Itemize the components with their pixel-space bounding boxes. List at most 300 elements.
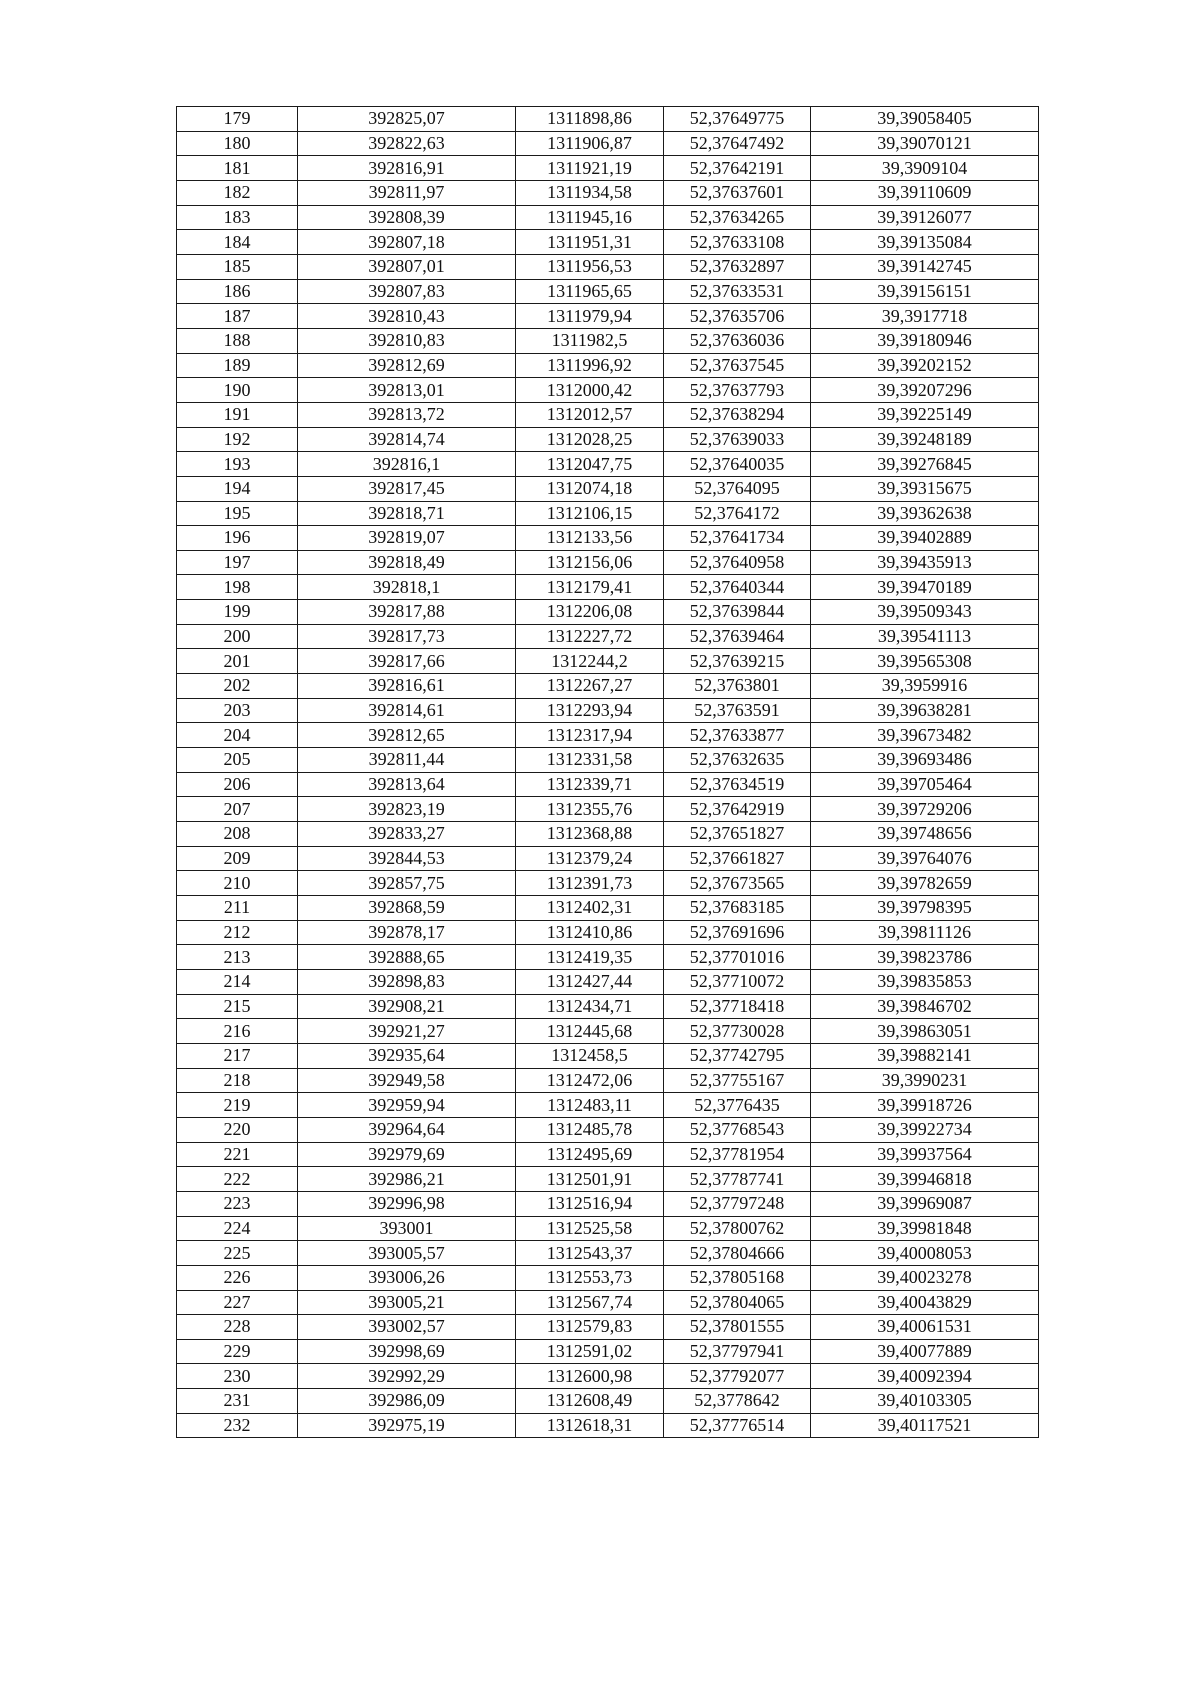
point-number-cell: 197 xyxy=(177,550,298,575)
latitude-cell: 52,3764095 xyxy=(664,476,811,501)
y-coordinate-cell: 1312355,76 xyxy=(516,797,664,822)
latitude-cell: 52,37642191 xyxy=(664,156,811,181)
table-row xyxy=(177,674,1039,699)
y-coordinate-cell: 1311956,53 xyxy=(516,254,664,279)
point-number-cell: 210 xyxy=(177,871,298,896)
latitude-cell: 52,37805168 xyxy=(664,1265,811,1290)
table-row xyxy=(177,402,1039,427)
table-row xyxy=(177,969,1039,994)
x-coordinate-cell: 392986,21 xyxy=(298,1167,516,1192)
latitude-cell: 52,37637793 xyxy=(664,378,811,403)
x-coordinate-cell: 392975,19 xyxy=(298,1413,516,1438)
x-coordinate-cell: 392959,94 xyxy=(298,1093,516,1118)
point-number-cell: 206 xyxy=(177,772,298,797)
latitude-cell: 52,37801555 xyxy=(664,1315,811,1340)
latitude-cell: 52,37639844 xyxy=(664,600,811,625)
x-coordinate-cell: 392813,01 xyxy=(298,378,516,403)
table-row xyxy=(177,600,1039,625)
x-coordinate-cell: 392807,83 xyxy=(298,279,516,304)
table-row xyxy=(177,748,1039,773)
table-row xyxy=(177,1167,1039,1192)
longitude-cell: 39,39225149 xyxy=(811,402,1039,427)
x-coordinate-cell: 392825,07 xyxy=(298,107,516,132)
latitude-cell: 52,37633531 xyxy=(664,279,811,304)
x-coordinate-cell: 392813,72 xyxy=(298,402,516,427)
x-coordinate-cell: 392816,91 xyxy=(298,156,516,181)
latitude-cell: 52,37787741 xyxy=(664,1167,811,1192)
table-row xyxy=(177,772,1039,797)
point-number-cell: 217 xyxy=(177,1043,298,1068)
point-number-cell: 194 xyxy=(177,476,298,501)
point-number-cell: 185 xyxy=(177,254,298,279)
longitude-cell: 39,39846702 xyxy=(811,994,1039,1019)
latitude-cell: 52,37792077 xyxy=(664,1364,811,1389)
table-row xyxy=(177,994,1039,1019)
longitude-cell: 39,39180946 xyxy=(811,328,1039,353)
latitude-cell: 52,3776435 xyxy=(664,1093,811,1118)
latitude-cell: 52,37639464 xyxy=(664,624,811,649)
table-row xyxy=(177,1093,1039,1118)
y-coordinate-cell: 1312591,02 xyxy=(516,1339,664,1364)
x-coordinate-cell: 392964,64 xyxy=(298,1117,516,1142)
table-row xyxy=(177,304,1039,329)
table-row xyxy=(177,1265,1039,1290)
latitude-cell: 52,37683185 xyxy=(664,896,811,921)
table-row xyxy=(177,353,1039,378)
point-number-cell: 214 xyxy=(177,969,298,994)
x-coordinate-cell: 392814,61 xyxy=(298,698,516,723)
x-coordinate-cell: 392808,39 xyxy=(298,205,516,230)
table-row xyxy=(177,1315,1039,1340)
longitude-cell: 39,3990231 xyxy=(811,1068,1039,1093)
latitude-cell: 52,37649775 xyxy=(664,107,811,132)
y-coordinate-cell: 1312485,78 xyxy=(516,1117,664,1142)
latitude-cell: 52,37776514 xyxy=(664,1413,811,1438)
latitude-cell: 52,37701016 xyxy=(664,945,811,970)
y-coordinate-cell: 1312445,68 xyxy=(516,1019,664,1044)
table-row xyxy=(177,945,1039,970)
x-coordinate-cell: 393006,26 xyxy=(298,1265,516,1290)
table-row xyxy=(177,723,1039,748)
longitude-cell: 39,39070121 xyxy=(811,131,1039,156)
y-coordinate-cell: 1312227,72 xyxy=(516,624,664,649)
point-number-cell: 204 xyxy=(177,723,298,748)
y-coordinate-cell: 1312012,57 xyxy=(516,402,664,427)
longitude-cell: 39,39729206 xyxy=(811,797,1039,822)
latitude-cell: 52,37718418 xyxy=(664,994,811,1019)
x-coordinate-cell: 392888,65 xyxy=(298,945,516,970)
point-number-cell: 227 xyxy=(177,1290,298,1315)
x-coordinate-cell: 392818,1 xyxy=(298,575,516,600)
point-number-cell: 190 xyxy=(177,378,298,403)
x-coordinate-cell: 392817,66 xyxy=(298,649,516,674)
point-number-cell: 180 xyxy=(177,131,298,156)
point-number-cell: 221 xyxy=(177,1142,298,1167)
table-row xyxy=(177,1216,1039,1241)
x-coordinate-cell: 392810,83 xyxy=(298,328,516,353)
longitude-cell: 39,39435913 xyxy=(811,550,1039,575)
y-coordinate-cell: 1311921,19 xyxy=(516,156,664,181)
point-number-cell: 216 xyxy=(177,1019,298,1044)
x-coordinate-cell: 392833,27 xyxy=(298,822,516,847)
latitude-cell: 52,37730028 xyxy=(664,1019,811,1044)
y-coordinate-cell: 1312525,58 xyxy=(516,1216,664,1241)
y-coordinate-cell: 1311996,92 xyxy=(516,353,664,378)
longitude-cell: 39,39782659 xyxy=(811,871,1039,896)
latitude-cell: 52,37797248 xyxy=(664,1191,811,1216)
y-coordinate-cell: 1312608,49 xyxy=(516,1389,664,1414)
x-coordinate-cell: 392979,69 xyxy=(298,1142,516,1167)
point-number-cell: 207 xyxy=(177,797,298,822)
latitude-cell: 52,37641734 xyxy=(664,526,811,551)
y-coordinate-cell: 1311982,5 xyxy=(516,328,664,353)
table-row xyxy=(177,131,1039,156)
latitude-cell: 52,3778642 xyxy=(664,1389,811,1414)
x-coordinate-cell: 392986,09 xyxy=(298,1389,516,1414)
point-number-cell: 202 xyxy=(177,674,298,699)
longitude-cell: 39,39362638 xyxy=(811,501,1039,526)
x-coordinate-cell: 392908,21 xyxy=(298,994,516,1019)
y-coordinate-cell: 1312379,24 xyxy=(516,846,664,871)
y-coordinate-cell: 1312133,56 xyxy=(516,526,664,551)
longitude-cell: 39,40092394 xyxy=(811,1364,1039,1389)
x-coordinate-cell: 392817,73 xyxy=(298,624,516,649)
y-coordinate-cell: 1312434,71 xyxy=(516,994,664,1019)
longitude-cell: 39,39135084 xyxy=(811,230,1039,255)
y-coordinate-cell: 1311934,58 xyxy=(516,180,664,205)
x-coordinate-cell: 392823,19 xyxy=(298,797,516,822)
latitude-cell: 52,37710072 xyxy=(664,969,811,994)
y-coordinate-cell: 1312244,2 xyxy=(516,649,664,674)
point-number-cell: 224 xyxy=(177,1216,298,1241)
y-coordinate-cell: 1311898,86 xyxy=(516,107,664,132)
table-row xyxy=(177,205,1039,230)
table-row xyxy=(177,1364,1039,1389)
table-row xyxy=(177,230,1039,255)
table-row xyxy=(177,896,1039,921)
table-row xyxy=(177,180,1039,205)
table-body xyxy=(177,107,1039,1438)
table-row xyxy=(177,328,1039,353)
x-coordinate-cell: 392817,88 xyxy=(298,600,516,625)
y-coordinate-cell: 1312368,88 xyxy=(516,822,664,847)
y-coordinate-cell: 1312028,25 xyxy=(516,427,664,452)
x-coordinate-cell: 392818,71 xyxy=(298,501,516,526)
longitude-cell: 39,40043829 xyxy=(811,1290,1039,1315)
x-coordinate-cell: 392992,29 xyxy=(298,1364,516,1389)
latitude-cell: 52,37691696 xyxy=(664,920,811,945)
longitude-cell: 39,39764076 xyxy=(811,846,1039,871)
latitude-cell: 52,37640958 xyxy=(664,550,811,575)
longitude-cell: 39,39673482 xyxy=(811,723,1039,748)
point-number-cell: 220 xyxy=(177,1117,298,1142)
latitude-cell: 52,37638294 xyxy=(664,402,811,427)
table-row xyxy=(177,526,1039,551)
y-coordinate-cell: 1312495,69 xyxy=(516,1142,664,1167)
point-number-cell: 181 xyxy=(177,156,298,181)
x-coordinate-cell: 392814,74 xyxy=(298,427,516,452)
x-coordinate-cell: 393005,21 xyxy=(298,1290,516,1315)
point-number-cell: 188 xyxy=(177,328,298,353)
table-row xyxy=(177,871,1039,896)
latitude-cell: 52,37639033 xyxy=(664,427,811,452)
table-row xyxy=(177,1019,1039,1044)
longitude-cell: 39,39981848 xyxy=(811,1216,1039,1241)
point-number-cell: 205 xyxy=(177,748,298,773)
longitude-cell: 39,3909104 xyxy=(811,156,1039,181)
longitude-cell: 39,39202152 xyxy=(811,353,1039,378)
y-coordinate-cell: 1312600,98 xyxy=(516,1364,664,1389)
x-coordinate-cell: 392921,27 xyxy=(298,1019,516,1044)
point-number-cell: 182 xyxy=(177,180,298,205)
y-coordinate-cell: 1312267,27 xyxy=(516,674,664,699)
point-number-cell: 195 xyxy=(177,501,298,526)
table-row xyxy=(177,107,1039,132)
y-coordinate-cell: 1312419,35 xyxy=(516,945,664,970)
latitude-cell: 52,37632897 xyxy=(664,254,811,279)
longitude-cell: 39,3917718 xyxy=(811,304,1039,329)
latitude-cell: 52,37632635 xyxy=(664,748,811,773)
point-number-cell: 200 xyxy=(177,624,298,649)
y-coordinate-cell: 1311951,31 xyxy=(516,230,664,255)
table-row xyxy=(177,427,1039,452)
table-row xyxy=(177,797,1039,822)
point-number-cell: 192 xyxy=(177,427,298,452)
table-row xyxy=(177,575,1039,600)
y-coordinate-cell: 1312543,37 xyxy=(516,1241,664,1266)
longitude-cell: 39,39705464 xyxy=(811,772,1039,797)
point-number-cell: 186 xyxy=(177,279,298,304)
table-row xyxy=(177,649,1039,674)
latitude-cell: 52,37634519 xyxy=(664,772,811,797)
y-coordinate-cell: 1311979,94 xyxy=(516,304,664,329)
point-number-cell: 230 xyxy=(177,1364,298,1389)
y-coordinate-cell: 1312402,31 xyxy=(516,896,664,921)
y-coordinate-cell: 1312458,5 xyxy=(516,1043,664,1068)
longitude-cell: 39,39835853 xyxy=(811,969,1039,994)
point-number-cell: 213 xyxy=(177,945,298,970)
latitude-cell: 52,37800762 xyxy=(664,1216,811,1241)
y-coordinate-cell: 1312516,94 xyxy=(516,1191,664,1216)
longitude-cell: 39,39565308 xyxy=(811,649,1039,674)
point-number-cell: 201 xyxy=(177,649,298,674)
y-coordinate-cell: 1312567,74 xyxy=(516,1290,664,1315)
table-row xyxy=(177,1339,1039,1364)
y-coordinate-cell: 1312339,71 xyxy=(516,772,664,797)
latitude-cell: 52,37634265 xyxy=(664,205,811,230)
x-coordinate-cell: 392807,01 xyxy=(298,254,516,279)
x-coordinate-cell: 392868,59 xyxy=(298,896,516,921)
x-coordinate-cell: 392898,83 xyxy=(298,969,516,994)
point-number-cell: 218 xyxy=(177,1068,298,1093)
y-coordinate-cell: 1312331,58 xyxy=(516,748,664,773)
table-row xyxy=(177,452,1039,477)
longitude-cell: 39,39156151 xyxy=(811,279,1039,304)
x-coordinate-cell: 392819,07 xyxy=(298,526,516,551)
point-number-cell: 199 xyxy=(177,600,298,625)
latitude-cell: 52,37804666 xyxy=(664,1241,811,1266)
x-coordinate-cell: 392998,69 xyxy=(298,1339,516,1364)
latitude-cell: 52,37673565 xyxy=(664,871,811,896)
x-coordinate-cell: 392810,43 xyxy=(298,304,516,329)
y-coordinate-cell: 1312483,11 xyxy=(516,1093,664,1118)
point-number-cell: 208 xyxy=(177,822,298,847)
x-coordinate-cell: 392813,64 xyxy=(298,772,516,797)
longitude-cell: 39,39823786 xyxy=(811,945,1039,970)
point-number-cell: 184 xyxy=(177,230,298,255)
latitude-cell: 52,3764172 xyxy=(664,501,811,526)
longitude-cell: 39,39402889 xyxy=(811,526,1039,551)
longitude-cell: 39,39693486 xyxy=(811,748,1039,773)
table-row xyxy=(177,1413,1039,1438)
y-coordinate-cell: 1312000,42 xyxy=(516,378,664,403)
longitude-cell: 39,40023278 xyxy=(811,1265,1039,1290)
longitude-cell: 39,39918726 xyxy=(811,1093,1039,1118)
longitude-cell: 39,39470189 xyxy=(811,575,1039,600)
longitude-cell: 39,39142745 xyxy=(811,254,1039,279)
point-number-cell: 215 xyxy=(177,994,298,1019)
longitude-cell: 39,39276845 xyxy=(811,452,1039,477)
x-coordinate-cell: 392935,64 xyxy=(298,1043,516,1068)
table-row xyxy=(177,279,1039,304)
y-coordinate-cell: 1312106,15 xyxy=(516,501,664,526)
latitude-cell: 52,37804065 xyxy=(664,1290,811,1315)
table-row xyxy=(177,1142,1039,1167)
longitude-cell: 39,39110609 xyxy=(811,180,1039,205)
point-number-cell: 228 xyxy=(177,1315,298,1340)
latitude-cell: 52,37636036 xyxy=(664,328,811,353)
point-number-cell: 229 xyxy=(177,1339,298,1364)
latitude-cell: 52,37639215 xyxy=(664,649,811,674)
point-number-cell: 179 xyxy=(177,107,298,132)
table-row xyxy=(177,1043,1039,1068)
latitude-cell: 52,37633108 xyxy=(664,230,811,255)
x-coordinate-cell: 392996,98 xyxy=(298,1191,516,1216)
latitude-cell: 52,3763591 xyxy=(664,698,811,723)
table-row xyxy=(177,822,1039,847)
longitude-cell: 39,39058405 xyxy=(811,107,1039,132)
point-number-cell: 196 xyxy=(177,526,298,551)
longitude-cell: 39,40077889 xyxy=(811,1339,1039,1364)
y-coordinate-cell: 1312410,86 xyxy=(516,920,664,945)
table-row xyxy=(177,550,1039,575)
x-coordinate-cell: 392816,1 xyxy=(298,452,516,477)
table-row xyxy=(177,1068,1039,1093)
longitude-cell: 39,40103305 xyxy=(811,1389,1039,1414)
y-coordinate-cell: 1312074,18 xyxy=(516,476,664,501)
y-coordinate-cell: 1312179,41 xyxy=(516,575,664,600)
point-number-cell: 211 xyxy=(177,896,298,921)
x-coordinate-cell: 393002,57 xyxy=(298,1315,516,1340)
x-coordinate-cell: 392812,69 xyxy=(298,353,516,378)
latitude-cell: 52,37637545 xyxy=(664,353,811,378)
x-coordinate-cell: 392812,65 xyxy=(298,723,516,748)
y-coordinate-cell: 1312391,73 xyxy=(516,871,664,896)
x-coordinate-cell: 392878,17 xyxy=(298,920,516,945)
point-number-cell: 183 xyxy=(177,205,298,230)
latitude-cell: 52,37640035 xyxy=(664,452,811,477)
y-coordinate-cell: 1312047,75 xyxy=(516,452,664,477)
y-coordinate-cell: 1312293,94 xyxy=(516,698,664,723)
table-row xyxy=(177,1117,1039,1142)
table-row xyxy=(177,476,1039,501)
x-coordinate-cell: 392844,53 xyxy=(298,846,516,871)
point-number-cell: 232 xyxy=(177,1413,298,1438)
longitude-cell: 39,39509343 xyxy=(811,600,1039,625)
point-number-cell: 226 xyxy=(177,1265,298,1290)
point-number-cell: 225 xyxy=(177,1241,298,1266)
longitude-cell: 39,39937564 xyxy=(811,1142,1039,1167)
longitude-cell: 39,39798395 xyxy=(811,896,1039,921)
point-number-cell: 191 xyxy=(177,402,298,427)
latitude-cell: 52,37781954 xyxy=(664,1142,811,1167)
y-coordinate-cell: 1312427,44 xyxy=(516,969,664,994)
table-row xyxy=(177,1389,1039,1414)
coordinates-table xyxy=(176,106,1039,1438)
table-row xyxy=(177,1191,1039,1216)
longitude-cell: 39,39748656 xyxy=(811,822,1039,847)
latitude-cell: 52,3763801 xyxy=(664,674,811,699)
x-coordinate-cell: 392817,45 xyxy=(298,476,516,501)
x-coordinate-cell: 392818,49 xyxy=(298,550,516,575)
longitude-cell: 39,39922734 xyxy=(811,1117,1039,1142)
latitude-cell: 52,37768543 xyxy=(664,1117,811,1142)
longitude-cell: 39,40008053 xyxy=(811,1241,1039,1266)
latitude-cell: 52,37661827 xyxy=(664,846,811,871)
y-coordinate-cell: 1312553,73 xyxy=(516,1265,664,1290)
latitude-cell: 52,37642919 xyxy=(664,797,811,822)
y-coordinate-cell: 1311906,87 xyxy=(516,131,664,156)
y-coordinate-cell: 1311945,16 xyxy=(516,205,664,230)
point-number-cell: 187 xyxy=(177,304,298,329)
longitude-cell: 39,39207296 xyxy=(811,378,1039,403)
y-coordinate-cell: 1312472,06 xyxy=(516,1068,664,1093)
point-number-cell: 223 xyxy=(177,1191,298,1216)
longitude-cell: 39,39946818 xyxy=(811,1167,1039,1192)
longitude-cell: 39,39969087 xyxy=(811,1191,1039,1216)
y-coordinate-cell: 1312501,91 xyxy=(516,1167,664,1192)
x-coordinate-cell: 392857,75 xyxy=(298,871,516,896)
latitude-cell: 52,37797941 xyxy=(664,1339,811,1364)
table-row xyxy=(177,254,1039,279)
latitude-cell: 52,37637601 xyxy=(664,180,811,205)
y-coordinate-cell: 1312618,31 xyxy=(516,1413,664,1438)
x-coordinate-cell: 393001 xyxy=(298,1216,516,1241)
longitude-cell: 39,39315675 xyxy=(811,476,1039,501)
point-number-cell: 189 xyxy=(177,353,298,378)
table-row xyxy=(177,156,1039,181)
latitude-cell: 52,37640344 xyxy=(664,575,811,600)
longitude-cell: 39,39882141 xyxy=(811,1043,1039,1068)
table-row xyxy=(177,1241,1039,1266)
longitude-cell: 39,39863051 xyxy=(811,1019,1039,1044)
table-row xyxy=(177,624,1039,649)
x-coordinate-cell: 392822,63 xyxy=(298,131,516,156)
longitude-cell: 39,39638281 xyxy=(811,698,1039,723)
x-coordinate-cell: 393005,57 xyxy=(298,1241,516,1266)
latitude-cell: 52,37651827 xyxy=(664,822,811,847)
latitude-cell: 52,37755167 xyxy=(664,1068,811,1093)
longitude-cell: 39,40061531 xyxy=(811,1315,1039,1340)
table-row xyxy=(177,501,1039,526)
longitude-cell: 39,39541113 xyxy=(811,624,1039,649)
table-row xyxy=(177,846,1039,871)
table-row xyxy=(177,698,1039,723)
y-coordinate-cell: 1312156,06 xyxy=(516,550,664,575)
latitude-cell: 52,37635706 xyxy=(664,304,811,329)
table-row xyxy=(177,378,1039,403)
point-number-cell: 198 xyxy=(177,575,298,600)
